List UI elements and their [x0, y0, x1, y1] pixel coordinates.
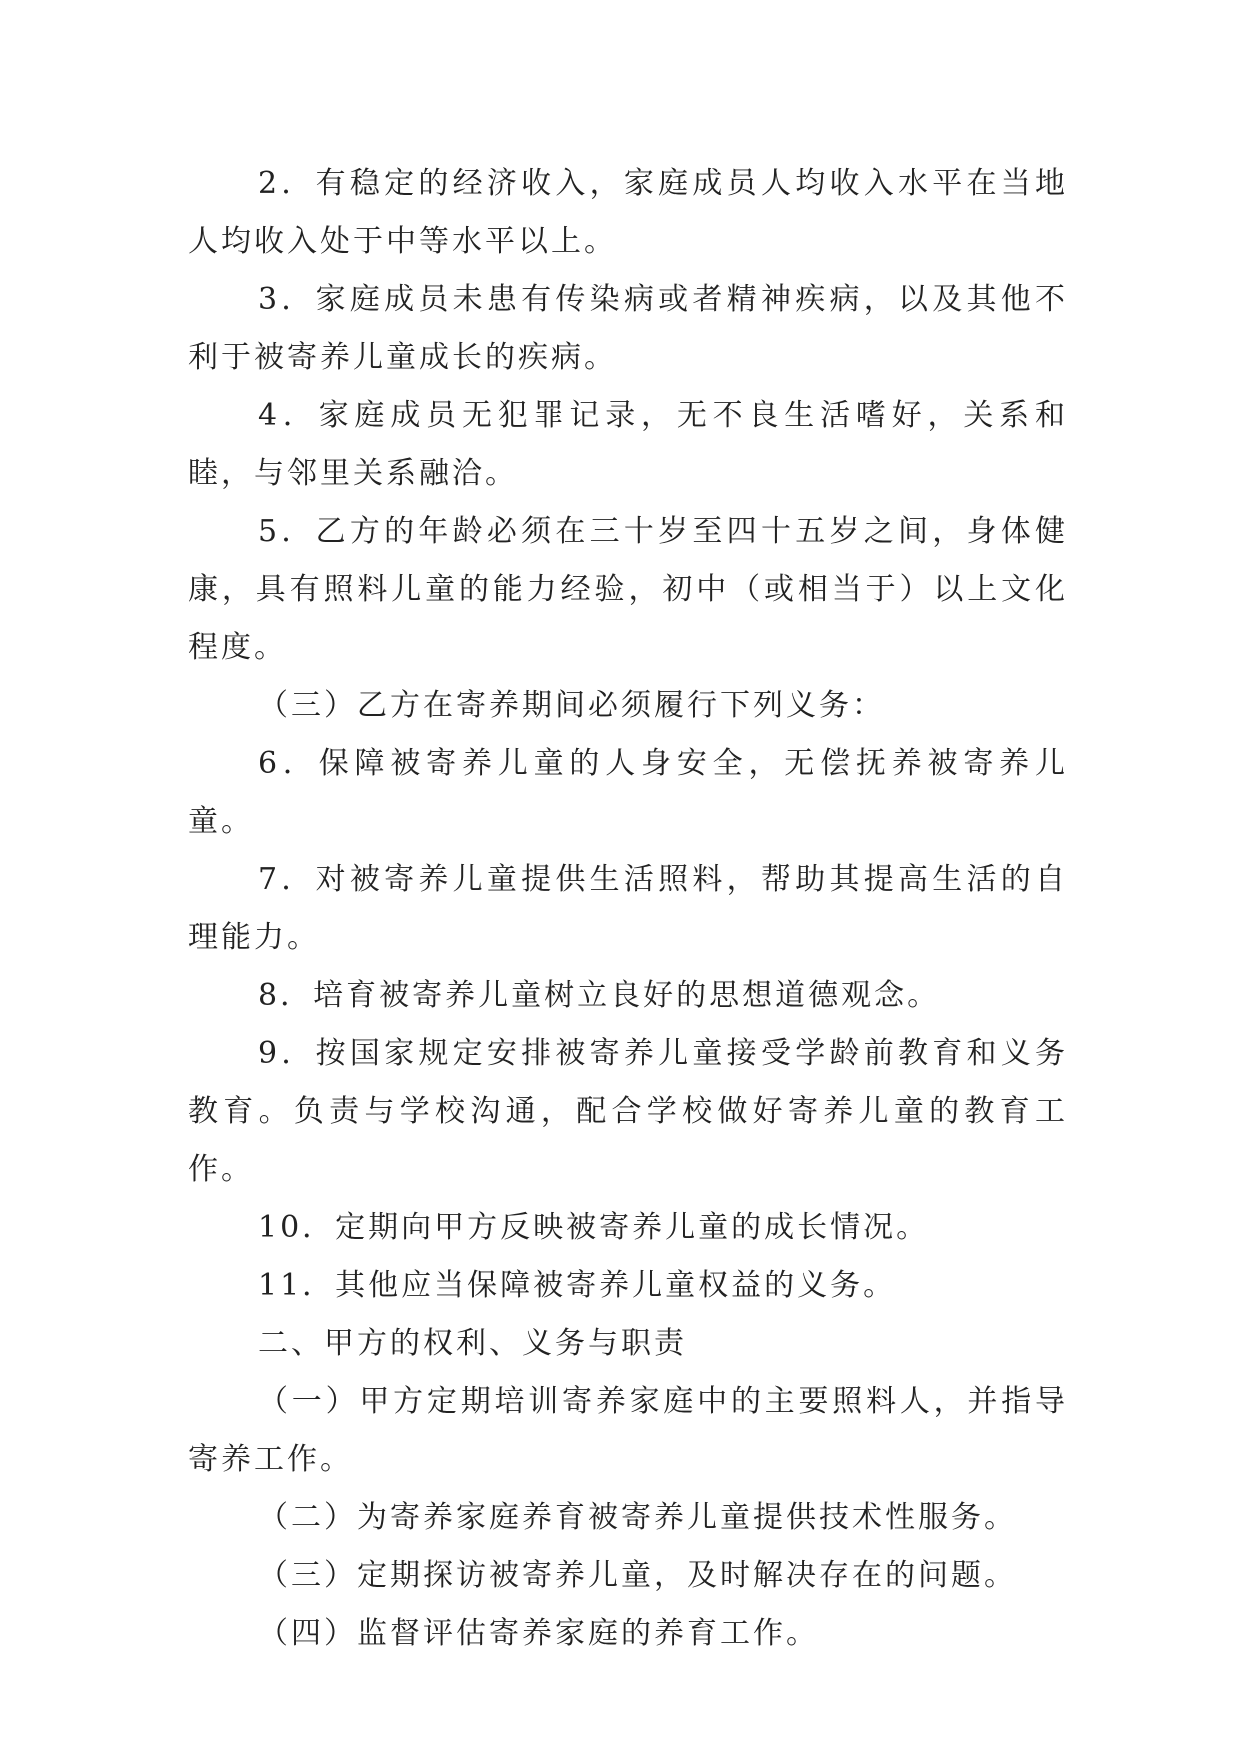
- paragraph-item-6: 6．保障被寄养儿童的人身安全，无偿抚养被寄养儿童。: [188, 746, 1068, 839]
- paragraph-item-11: 11．其他应当保障被寄养儿童权益的义务。: [258, 1268, 897, 1303]
- paragraph-item-4: 4．家庭成员无犯罪记录，无不良生活嗜好，关系和睦，与邻里关系融洽。: [188, 398, 1068, 491]
- paragraph-party-a-4: （四）监督评估寄养家庭的养育工作。: [258, 1616, 819, 1651]
- paragraph-party-a-1: （一）甲方定期培训寄养家庭中的主要照料人，并指导寄养工作。: [188, 1384, 1068, 1477]
- paragraph-party-a-3: （三）定期探访被寄养儿童，及时解决存在的问题。: [258, 1558, 1017, 1593]
- section-heading-party-a: 二、甲方的权利、义务与职责: [258, 1326, 687, 1361]
- paragraph-party-a-2: （二）为寄养家庭养育被寄养儿童提供技术性服务。: [258, 1500, 1017, 1535]
- paragraph-item-3: 3．家庭成员未患有传染病或者精神疾病，以及其他不利于被寄养儿童成长的疾病。: [188, 282, 1068, 375]
- section-heading-obligations: （三）乙方在寄养期间必须履行下列义务：: [258, 688, 885, 723]
- paragraph-item-5: 5．乙方的年龄必须在三十岁至四十五岁之间，身体健康，具有照料儿童的能力经验，初中（或相当于）以上文化程度。: [188, 514, 1068, 665]
- paragraph-item-8: 8．培育被寄养儿童树立良好的思想道德观念。: [258, 978, 941, 1013]
- paragraph-item-10: 10．定期向甲方反映被寄养儿童的成长情况。: [258, 1210, 930, 1245]
- paragraph-item-2: 2．有稳定的经济收入，家庭成员人均收入水平在当地人均收入处于中等水平以上。: [188, 166, 1068, 259]
- paragraph-item-7: 7．对被寄养儿童提供生活照料，帮助其提高生活的自理能力。: [188, 862, 1068, 955]
- paragraph-item-9: 9．按国家规定安排被寄养儿童接受学龄前教育和义务教育。负责与学校沟通，配合学校做好寄养儿童的教育工作。: [188, 1036, 1068, 1187]
- document-body: [188, 155, 1068, 1663]
